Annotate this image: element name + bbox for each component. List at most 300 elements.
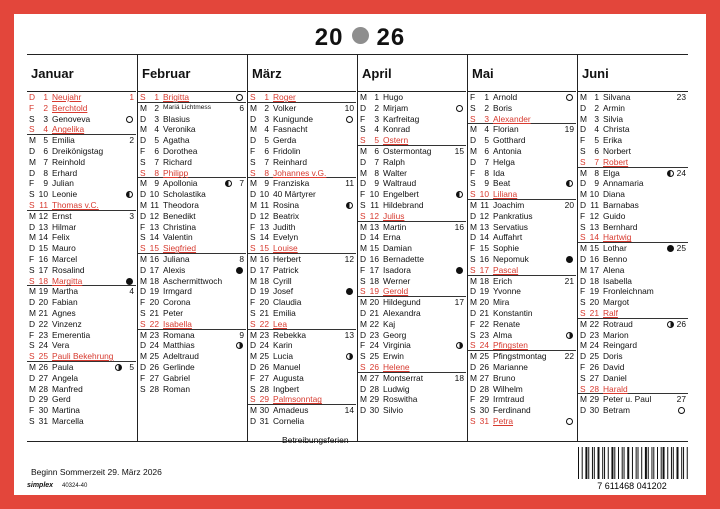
moon-phase-icon [236,342,243,349]
weekday: D [580,405,587,416]
day-number: 27 [369,372,379,383]
moon-phase-icon [346,202,353,209]
day-row [248,286,356,297]
day-number: 18 [149,275,159,286]
name-day: Yvonne [493,286,521,297]
day-row [578,286,688,297]
day-number: 29 [259,394,269,405]
weekday: M [470,275,477,286]
weekday: S [250,92,256,102]
name-day: Rotraud [603,318,633,329]
weekday: M [29,307,36,318]
day-row [468,373,576,384]
weekday: S [140,383,146,394]
day-number: 8 [374,167,379,178]
week-number: 17 [454,297,464,308]
moon-phase-icon [346,353,353,360]
weekday: D [29,145,36,156]
barcode-bar [592,447,593,479]
day-row [358,340,466,351]
day-row [138,384,246,395]
weekday: S [250,167,256,178]
day-list [468,92,576,427]
name-day: Pankratius [493,210,533,221]
weekday: M [250,178,257,189]
weekday: D [470,307,477,318]
day-number: 20 [369,297,379,308]
day-number: 26 [259,361,269,372]
name-day: Kaj [383,318,396,329]
week-number: 20 [564,199,574,210]
day-row [358,103,466,114]
day-row [27,146,136,157]
name-day: Mirjam [383,102,409,113]
weekday: F [29,329,35,340]
day-number: 25 [589,351,599,362]
weekday: M [360,243,367,254]
day-number: 16 [479,253,489,264]
holiday-note-label: Betreibungsferien [282,435,349,445]
day-number: 19 [369,286,379,297]
week-number: 8 [239,253,244,264]
weekday: D [250,340,257,351]
moon-phase-icon [225,180,232,187]
name-day: Beat [493,178,511,189]
day-row [468,146,576,157]
month-5 [467,55,576,442]
name-day: Pfingstmontag [493,351,547,362]
day-number: 2 [43,102,48,113]
day-number: 16 [589,253,599,264]
moon-phase-icon [678,407,685,414]
name-day: Blasius [163,113,190,124]
barcode-bar [624,447,625,479]
day-row [248,92,356,103]
day-number: 4 [484,124,489,135]
barcode-bar [588,447,589,479]
weekday: D [140,340,147,351]
name-day: Roman [163,383,190,394]
name-day: Lothar [603,243,627,254]
name-day: Vinzenz [52,318,82,329]
day-number: 9 [594,178,599,189]
weekday: M [140,199,147,210]
weekday: S [29,275,35,286]
day-number: 6 [43,145,48,156]
week-number: 25 [676,243,686,254]
weekday: D [250,210,257,221]
weekday: D [580,329,587,340]
day-number: 3 [594,113,599,124]
moon-phase-icon [236,94,243,101]
weekday: D [580,178,587,189]
weekday: D [250,113,257,124]
day-row [358,265,466,276]
day-number: 15 [38,243,48,254]
weekday: D [360,102,367,113]
name-day: Gerold [383,286,409,297]
weekday: S [250,383,256,394]
day-row [138,286,246,297]
day-number: 27 [149,372,159,383]
day-number: 8 [264,167,269,178]
day-number: 17 [369,264,379,275]
weekday: S [29,415,35,426]
day-row [138,308,246,319]
day-row [578,103,688,114]
weekday: D [250,415,257,426]
day-number: 30 [259,405,269,416]
weekday: F [140,145,146,156]
day-row [27,405,136,416]
weekday: S [580,156,586,167]
name-day: Alexander [493,113,531,124]
weekday: D [140,135,147,146]
day-number: 1 [43,92,48,102]
name-day: Christa [603,124,630,135]
name-day: Wilhelm [493,383,523,394]
day-number: 10 [149,189,159,200]
month-1 [27,55,136,442]
barcode [574,446,690,491]
day-number: 4 [264,124,269,135]
name-day: Servatius [493,221,528,232]
weekday: D [360,156,367,167]
day-number: 17 [259,264,269,275]
name-day: Dreikönigstag [52,145,104,156]
day-number: 10 [589,189,599,200]
day-number: 13 [479,221,489,232]
weekday: S [470,405,476,416]
name-day: Cyrill [273,275,292,286]
day-row [468,189,576,200]
year-suffix: 26 [376,24,406,51]
name-day: Reinhard [273,156,307,167]
day-row [138,168,246,179]
moon-phase-icon [667,321,674,328]
day-row [27,222,136,233]
month-name: Mai [472,66,494,81]
day-number: 9 [264,178,269,189]
week-number: 27 [676,394,686,405]
name-day: Veronika [163,124,196,135]
day-number: 29 [38,394,48,405]
weekday: M [29,286,36,297]
day-row [248,265,356,276]
weekday: M [580,167,587,178]
day-row [578,297,688,308]
day-number: 23 [479,329,489,340]
day-number: 3 [154,113,159,124]
weekday: S [140,92,146,102]
weekday: D [29,92,36,102]
day-number: 23 [149,329,159,340]
day-row [138,297,246,308]
name-day: Christina [163,221,197,232]
day-number: 18 [259,275,269,286]
weekday: D [140,210,147,221]
name-day: Lea [273,318,287,329]
day-number: 22 [369,318,379,329]
barcode-bar [681,447,682,479]
name-day: Juliana [163,253,190,264]
name-day: Margot [603,297,630,308]
day-row [578,178,688,189]
day-number: 11 [590,199,599,210]
day-number: 17 [38,264,48,275]
day-row [468,362,576,373]
name-day: Gerlinde [163,361,195,372]
barcode-bar [661,447,662,479]
day-number: 8 [154,167,159,178]
weekday: F [360,264,366,275]
weekday: F [250,221,256,232]
name-day: Marcel [52,253,78,264]
weekday: M [360,167,367,178]
day-number: 7 [43,156,48,167]
day-number: 16 [369,253,379,264]
weekday: S [250,318,256,329]
day-row [138,222,246,233]
name-day: Fridolin [273,145,301,156]
barcode-bar [632,447,633,479]
day-row [27,394,136,405]
weekday: M [470,221,477,232]
day-number: 5 [374,135,379,146]
day-number: 31 [259,415,269,426]
week-number: 26 [676,318,686,329]
weekday: M [250,329,257,340]
name-day: Werner [383,275,411,286]
day-row [358,297,466,308]
day-row [248,200,356,211]
day-number: 18 [589,275,599,286]
day-number: 30 [479,405,489,416]
name-day: Judith [273,221,296,232]
day-number: 19 [38,286,48,297]
day-row [248,103,356,114]
day-row [27,243,136,254]
day-number: 23 [38,329,48,340]
day-number: 3 [374,113,379,124]
weekday: F [360,189,366,200]
day-row [578,124,688,135]
weekday: F [470,243,476,254]
name-day: Felix [52,232,70,243]
day-row [578,254,688,265]
day-row [358,405,466,416]
name-day: Mauro [52,243,76,254]
weekday: D [250,361,257,372]
name-day: Margitta [52,275,83,286]
day-row [358,330,466,341]
weekday: D [29,243,36,254]
name-day: Damian [383,243,412,254]
day-row [138,276,246,287]
weekday: S [29,264,35,275]
name-day: Waltraud [383,178,417,189]
day-number: 1 [594,92,599,102]
weekday: M [140,351,147,362]
day-row [27,135,136,146]
barcode-bar [618,447,619,479]
weekday: M [470,124,477,135]
day-row [468,308,576,319]
day-number: 14 [369,232,379,243]
day-number: 10 [38,189,48,200]
weekday: M [580,318,587,329]
weekday: D [580,102,587,113]
name-day: Kunigunde [273,113,314,124]
weekday: D [29,221,36,232]
name-day: Amadeus [273,405,309,416]
name-day: Diana [603,189,625,200]
day-row [27,189,136,200]
weekday: M [360,394,367,405]
name-day: Claudia [273,297,302,308]
day-list [358,92,466,416]
moon-phase-icon [456,105,463,112]
day-row [578,405,688,416]
name-day: Marion [603,329,629,340]
day-row [468,243,576,254]
name-day: Fronleichnam [603,286,654,297]
weekday: M [470,145,477,156]
day-number: 25 [38,351,48,362]
weekday: F [29,102,35,113]
day-number: 29 [369,394,379,405]
day-row [248,394,356,405]
day-number: 22 [479,318,489,329]
week-number: 12 [344,253,354,264]
weekday: F [470,167,476,178]
name-day: Philipp [163,167,189,178]
day-row [248,146,356,157]
day-number: 20 [38,297,48,308]
day-row [358,189,466,200]
day-number: 16 [38,253,48,264]
name-day: Isabella [603,275,632,286]
weekday: S [250,394,256,405]
day-number: 13 [259,221,269,232]
day-row [468,254,576,265]
weekday: F [250,145,256,156]
day-number: 26 [479,361,489,372]
name-day: Genoveva [52,113,91,124]
name-day: Gerda [273,135,297,146]
name-day: Dorothea [163,145,198,156]
name-day: Guido [603,210,626,221]
day-number: 6 [594,145,599,156]
name-day: Agatha [163,135,190,146]
year-prefix: 20 [314,24,344,51]
weekday: D [250,189,257,200]
day-row [468,178,576,189]
weekday: D [470,232,477,243]
name-day: Thomas v.C. [52,199,99,210]
day-row [468,286,576,297]
day-row [578,92,688,103]
day-number: 19 [589,286,599,297]
name-day: Valentin [163,232,193,243]
week-number: 6 [239,102,244,113]
name-day: Erhard [52,167,78,178]
day-row [248,114,356,125]
day-row [248,124,356,135]
day-row [578,362,688,373]
name-day: Matthias [163,340,195,351]
day-number: 4 [594,124,599,135]
day-row [248,405,356,416]
weekday: M [360,145,367,156]
name-day: Isadora [383,264,411,275]
name-day: Rebekka [273,329,307,340]
day-row [248,416,356,427]
day-number: 18 [479,275,489,286]
day-row [27,308,136,319]
name-day: Manuel [273,361,301,372]
day-number: 14 [38,232,48,243]
day-number: 7 [374,156,379,167]
day-number: 1 [484,92,489,102]
name-day: Mira [493,297,510,308]
weekday: F [140,372,146,383]
name-day: Reinhold [52,156,86,167]
day-row [358,178,466,189]
day-row [27,286,136,297]
day-row [358,222,466,233]
weekday: F [140,297,146,308]
day-number: 10 [479,189,489,200]
barcode-bar [641,447,642,479]
day-row [138,319,246,330]
weekday: D [29,297,36,308]
barcode-bar [671,447,672,479]
name-day: Konstantin [493,307,533,318]
name-day: Benno [603,253,628,264]
day-row [248,135,356,146]
weekday: D [470,156,477,167]
day-row [578,373,688,384]
month-4 [357,55,466,442]
weekday: D [580,275,587,286]
day-number: 22 [149,318,159,329]
name-day: Joachim [493,199,525,210]
day-row [248,243,356,254]
day-row [138,178,246,189]
weekday: D [140,189,147,200]
day-number: 21 [369,307,379,318]
name-day: Fabian [52,297,78,308]
week-number: 15 [454,145,464,156]
name-day: Corona [163,297,191,308]
day-row [578,394,688,405]
weekday: S [580,372,586,383]
moon-phase-icon [566,180,573,187]
barcode-bar [627,447,629,479]
day-number: 29 [479,394,489,405]
day-number: 26 [38,361,48,372]
weekday: S [580,297,586,308]
day-number: 28 [589,383,599,394]
name-day: Pascal [493,264,519,275]
weekday: M [580,113,587,124]
day-row [248,189,356,200]
moon-phase-icon [346,288,353,295]
weekday: F [580,286,586,297]
day-number: 24 [369,340,379,351]
weekday: S [470,102,476,113]
